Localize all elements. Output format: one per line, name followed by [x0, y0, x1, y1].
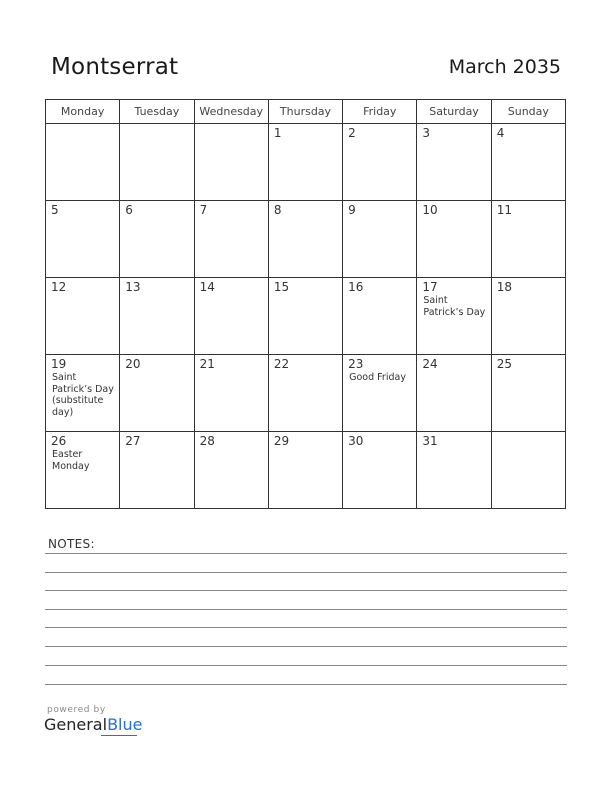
day-number: 5	[51, 203, 59, 217]
logo-text-general: General	[44, 715, 108, 734]
weekday-header: Tuesday	[120, 100, 194, 124]
day-cell	[491, 124, 565, 201]
logo-underline	[101, 735, 137, 736]
day-cell	[268, 124, 342, 201]
day-number: 20	[125, 357, 141, 371]
notes-line	[45, 572, 567, 573]
weekday-header: Sunday	[491, 100, 565, 124]
day-cell	[417, 432, 491, 509]
day-number: 19	[51, 357, 67, 371]
weekday-header: Monday	[46, 100, 120, 124]
day-number: 2	[348, 126, 356, 140]
day-cell	[343, 432, 417, 509]
calendar-grid	[45, 99, 566, 509]
day-cell	[343, 201, 417, 278]
day-number: 3	[422, 126, 431, 140]
day-number: 27	[125, 434, 141, 448]
day-number: 15	[273, 280, 290, 294]
day-cell	[417, 201, 491, 278]
day-cell	[120, 432, 194, 509]
day-number: 21	[199, 357, 215, 371]
day-cell	[343, 355, 417, 432]
holiday-label: Easter Monday	[52, 449, 90, 472]
notes-label: NOTES:	[48, 537, 95, 551]
day-cell	[343, 124, 417, 201]
week-row	[46, 278, 566, 355]
day-number: 31	[422, 434, 438, 448]
day-number: 26	[51, 434, 67, 448]
week-row	[46, 201, 566, 278]
week-row	[46, 124, 566, 201]
generalblue-logo[interactable]	[44, 717, 142, 733]
day-number: 9	[348, 203, 356, 217]
day-cell	[491, 432, 565, 509]
weekday-header: Saturday	[417, 100, 491, 124]
day-number: 24	[422, 357, 438, 371]
powered-by-label: powered by	[47, 705, 106, 715]
day-cell	[120, 355, 194, 432]
page-title: Montserrat	[51, 54, 179, 80]
day-number: 11	[496, 203, 512, 217]
day-number: 12	[51, 280, 67, 294]
day-number: 8	[273, 203, 282, 217]
notes-line	[45, 590, 567, 591]
notes-line	[45, 627, 567, 628]
calendar-body	[46, 124, 566, 509]
day-number: 16	[348, 280, 364, 294]
day-cell	[46, 432, 120, 509]
day-cell	[46, 278, 120, 355]
day-number: 13	[125, 280, 141, 294]
notes-line	[45, 609, 567, 610]
day-number: 23	[348, 357, 364, 371]
day-cell	[194, 124, 268, 201]
weekday-header-row	[46, 100, 566, 124]
day-number: 22	[273, 357, 290, 371]
holiday-label: Saint Patrick’s Day (substitute day)	[52, 372, 114, 418]
day-number: 10	[422, 203, 438, 217]
week-row	[46, 355, 566, 432]
day-cell	[268, 278, 342, 355]
day-number: 25	[496, 357, 512, 371]
day-number: 29	[273, 434, 290, 448]
weekday-header: Wednesday	[194, 100, 268, 124]
day-cell	[491, 278, 565, 355]
notes-line	[45, 665, 567, 666]
logo-text-blue: Blue	[107, 715, 143, 734]
day-number: 18	[496, 280, 512, 294]
day-cell	[268, 432, 342, 509]
holiday-label: Saint Patrick’s Day	[423, 295, 486, 318]
day-number: 28	[199, 434, 215, 448]
day-cell	[417, 278, 491, 355]
notes-line	[45, 646, 567, 647]
day-cell	[46, 201, 120, 278]
day-cell	[194, 278, 268, 355]
day-cell	[343, 278, 417, 355]
notes-line	[45, 684, 567, 685]
holiday-label: Good Friday	[349, 372, 406, 383]
day-cell	[120, 278, 194, 355]
day-number: 7	[199, 203, 208, 217]
day-cell	[120, 201, 194, 278]
day-cell	[194, 201, 268, 278]
day-number: 30	[348, 434, 364, 448]
day-cell	[491, 201, 565, 278]
weekday-header: Friday	[343, 100, 417, 124]
day-cell	[194, 432, 268, 509]
day-cell	[268, 201, 342, 278]
month-year-label: March 2035	[448, 56, 561, 78]
week-row	[46, 432, 566, 509]
day-cell	[46, 355, 120, 432]
weekday-header: Thursday	[268, 100, 342, 124]
day-cell	[417, 124, 491, 201]
day-cell	[46, 124, 120, 201]
day-cell	[417, 355, 491, 432]
day-cell	[491, 355, 565, 432]
day-number: 17	[422, 280, 438, 294]
day-cell	[194, 355, 268, 432]
day-number: 4	[496, 126, 505, 140]
day-cell	[120, 124, 194, 201]
day-number: 14	[199, 280, 215, 294]
day-cell	[268, 355, 342, 432]
day-number: 1	[273, 126, 282, 140]
notes-line	[45, 553, 567, 554]
day-number: 6	[125, 203, 133, 217]
